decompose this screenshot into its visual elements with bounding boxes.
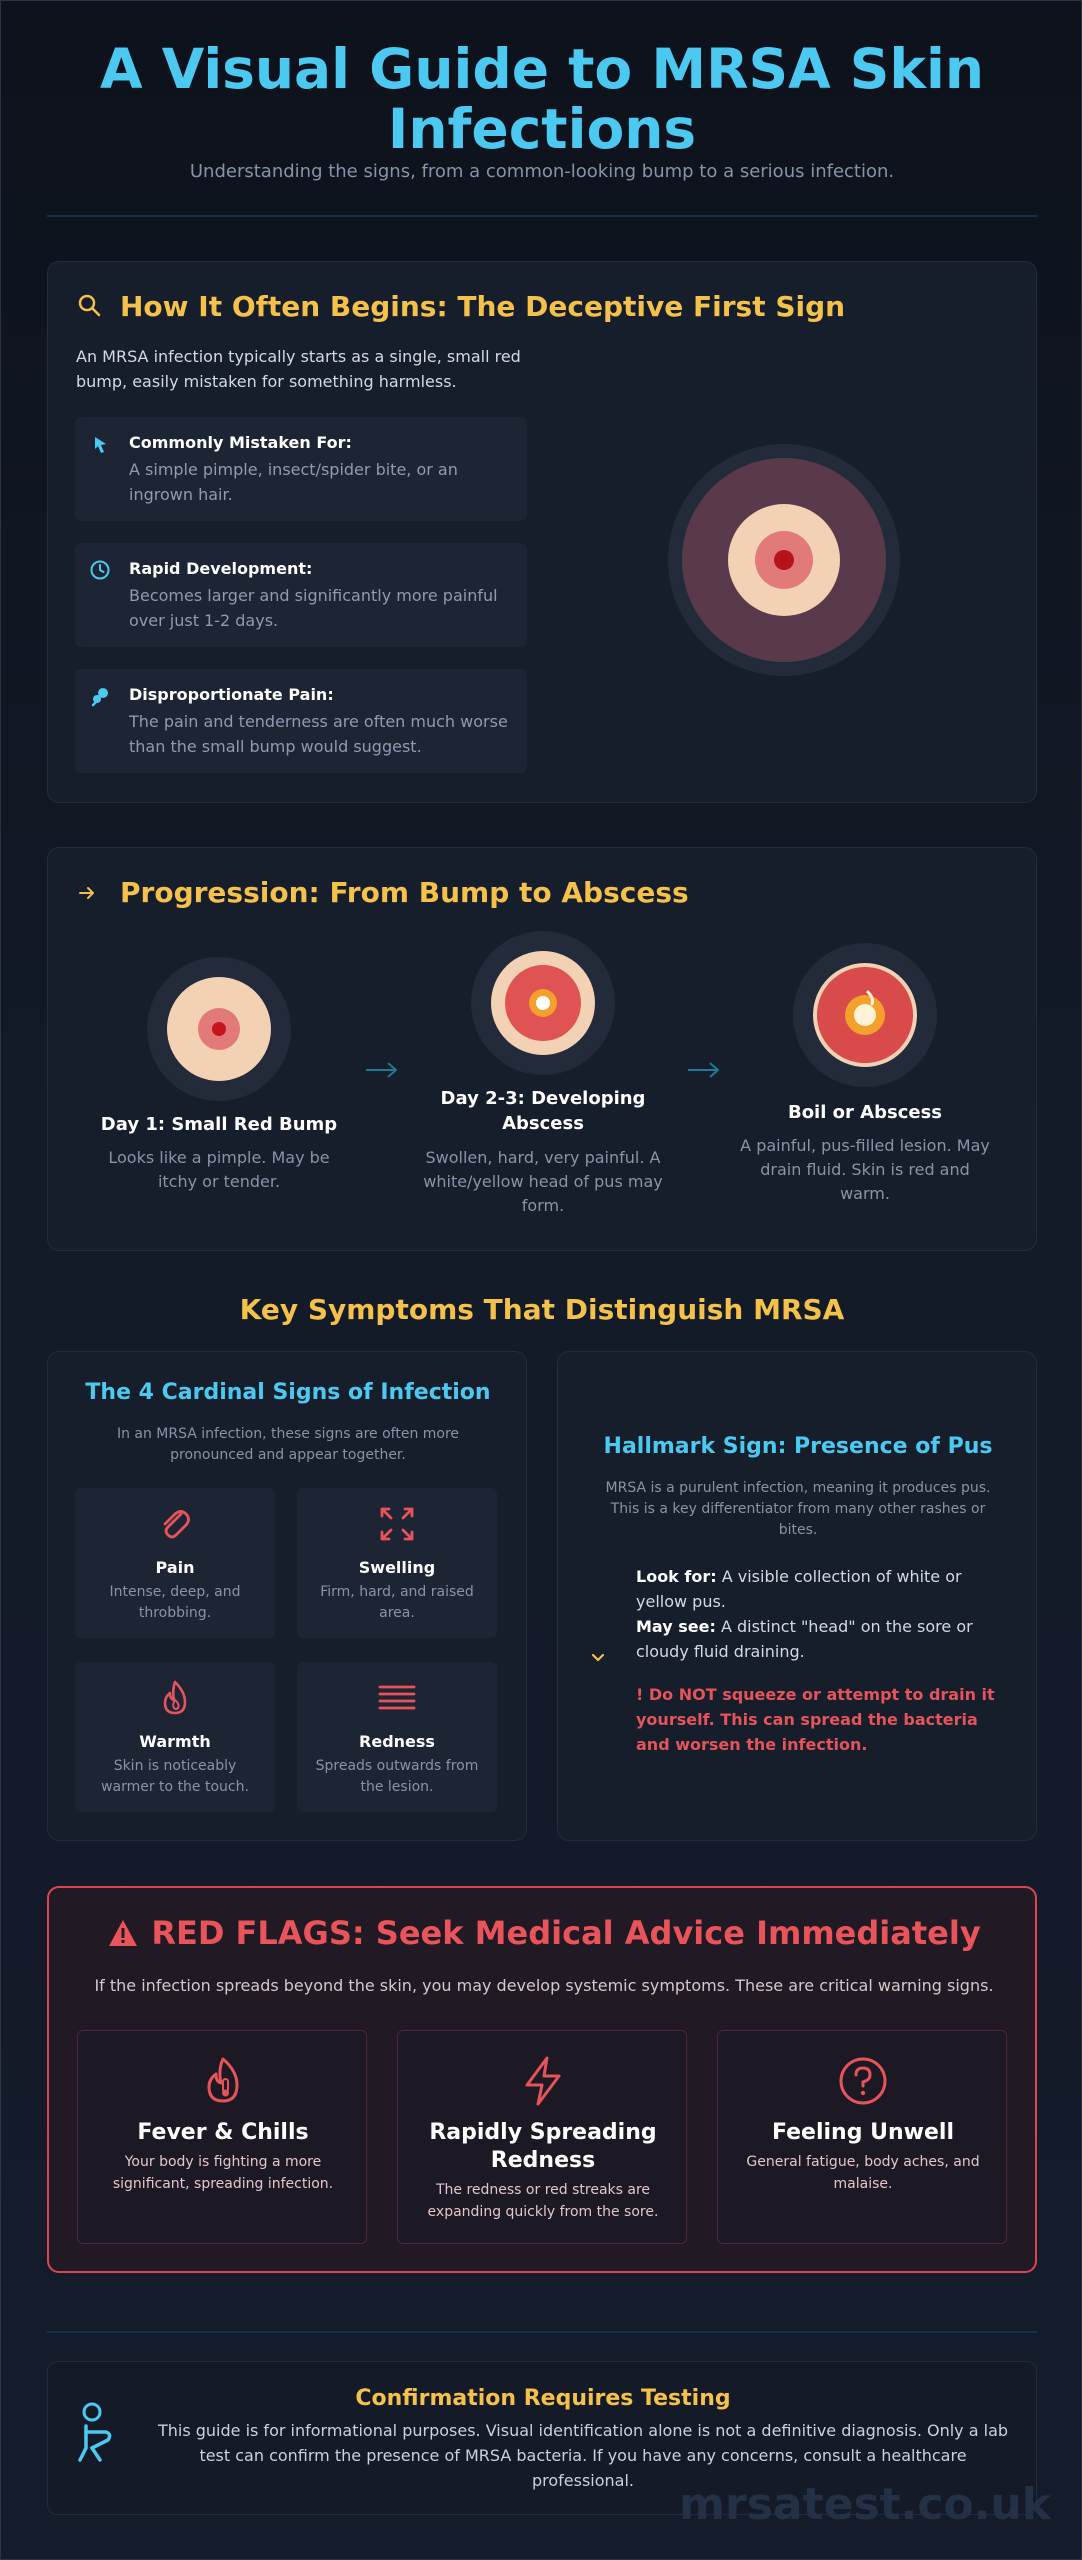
info-text: The pain and tenderness are often much worse than the small bump would suggest. — [129, 712, 508, 756]
page-title: A Visual Guide to MRSA Skin Infections — [100, 37, 984, 161]
info-title: Commonly Mistaken For: — [129, 433, 352, 452]
sign-pain — [75, 1488, 275, 1638]
pointer-icon — [89, 433, 111, 455]
stage-3-illustration — [792, 942, 938, 1088]
cardinal-title: The 4 Cardinal Signs of Infection — [85, 1380, 491, 1405]
progression-arrow-icon — [364, 1060, 400, 1080]
may-see-text: May see: A distinct "head" on the sore or cloudy fluid draining. — [636, 1617, 973, 1661]
flame-icon — [155, 1678, 195, 1718]
progression-card — [47, 847, 1037, 1251]
thermometer-flame-icon — [197, 2055, 249, 2107]
stage-2-desc: Swollen, hard, very painful. A white/yellow head of pus may form. — [423, 1148, 663, 1215]
sign-title: Swelling — [358, 1558, 436, 1577]
testing-text: This guide is for informational purposes. Visual identification alone is not a definitive diagnosis. Only a lab test can confirm the presence of MRSA bacteria. If you have any concerns, consult a healthcare professional. — [157, 2421, 1009, 2490]
flag-title: Rapidly Spreading Redness — [429, 2120, 657, 2173]
site-watermark: mrsatest.co.uk — [679, 2479, 1051, 2530]
hallmark-card — [557, 1351, 1037, 1841]
divider — [47, 215, 1037, 217]
flag-title: Feeling Unwell — [772, 2120, 954, 2145]
page-subtitle: Understanding the signs, from a common-looking bump to a serious infection. — [189, 161, 895, 182]
info-box-development — [75, 543, 527, 647]
sign-warmth — [75, 1662, 275, 1812]
flag-text: Your body is fighting a more significant, spreading infection. — [112, 2154, 334, 2192]
flag-fever — [77, 2030, 367, 2244]
info-box-mistaken — [75, 417, 527, 521]
lightning-icon — [517, 2055, 569, 2107]
red-flags-title: RED FLAGS: Seek Medical Advice Immediately — [49, 1914, 1039, 1952]
chevron-down-icon — [590, 1650, 606, 1666]
cardinal-intro: In an MRSA infection, these signs are often more pronounced and appear together. — [116, 1426, 460, 1463]
sign-text: Spreads outwards from the lesion. — [315, 1758, 479, 1795]
stage-3-desc: A painful, pus-filled lesion. May drain fluid. Skin is red and warm. — [740, 1136, 990, 1203]
sign-text: Intense, deep, and throbbing. — [109, 1584, 241, 1621]
begins-title: How It Often Begins: The Deceptive First Sign — [120, 290, 846, 323]
paperclip-icon — [155, 1504, 195, 1544]
sign-swelling — [297, 1488, 497, 1638]
info-text: A simple pimple, insect/spider bite, or an ingrown hair. — [129, 460, 458, 504]
flag-text: The redness or red streaks are expanding quickly from the sore. — [427, 2182, 659, 2220]
testing-title: Confirmation Requires Testing — [355, 2386, 731, 2411]
stage-1-label: Day 1: Small Red Bump — [100, 1114, 338, 1135]
divider — [47, 2331, 1037, 2333]
red-bump-illustration — [666, 442, 902, 678]
info-title: Disproportionate Pain: — [129, 685, 334, 704]
flag-spreading — [397, 2030, 687, 2244]
arrow-right-icon — [76, 882, 98, 904]
sign-text: Skin is noticeably warmer to the touch. — [101, 1758, 249, 1795]
sign-redness — [297, 1662, 497, 1812]
stage-1-illustration — [146, 956, 292, 1102]
info-title: Rapid Development: — [129, 559, 313, 578]
search-icon — [76, 292, 102, 318]
sign-title: Redness — [359, 1732, 435, 1751]
pain-icon — [89, 685, 111, 707]
clock-icon — [89, 559, 111, 581]
look-for-text: Look for: A visible collection of white or yellow pus. — [636, 1567, 962, 1611]
red-flags-subtitle: If the infection spreads beyond the skin, you may develop systemic symptoms. These are critical warning signs. — [94, 1976, 994, 1995]
lines-icon — [377, 1678, 417, 1718]
begins-intro: An MRSA infection typically starts as a single, small red bump, easily mistaken for something harmless. — [76, 347, 521, 391]
lab-person-icon — [72, 2402, 116, 2466]
hallmark-intro: MRSA is a purulent infection, meaning it produces pus. This is a key differentiator from many other rashes or bites. — [605, 1480, 991, 1538]
stage-3-label: Boil or Abscess — [787, 1102, 943, 1123]
progression-arrow-icon — [686, 1060, 722, 1080]
drain-warning: ! Do NOT squeeze or attempt to drain it yourself. This can spread the bacteria and worsen the infection. — [636, 1685, 995, 1754]
red-flags-card — [47, 1886, 1037, 2273]
progression-title: Progression: From Bump to Abscess — [120, 876, 689, 909]
warning-icon — [107, 1918, 139, 1948]
stage-2-illustration — [470, 930, 616, 1076]
symptoms-title: Key Symptoms That Distinguish MRSA — [239, 1293, 845, 1326]
flag-unwell — [717, 2030, 1007, 2244]
expand-icon — [377, 1504, 417, 1544]
hallmark-title: Hallmark Sign: Presence of Pus — [603, 1434, 993, 1459]
question-icon — [837, 2055, 889, 2107]
info-box-pain — [75, 669, 527, 773]
stage-2-label: Day 2-3: Developing Abscess — [440, 1088, 646, 1134]
sign-title: Pain — [155, 1558, 195, 1577]
sign-title: Warmth — [139, 1732, 211, 1751]
flag-text: General fatigue, body aches, and malaise. — [746, 2154, 980, 2192]
flag-title: Fever & Chills — [137, 2120, 309, 2145]
info-text: Becomes larger and significantly more painful over just 1-2 days. — [129, 586, 498, 630]
sign-text: Firm, hard, and raised area. — [320, 1584, 474, 1621]
stage-1-desc: Looks like a pimple. May be itchy or tender. — [108, 1148, 330, 1191]
